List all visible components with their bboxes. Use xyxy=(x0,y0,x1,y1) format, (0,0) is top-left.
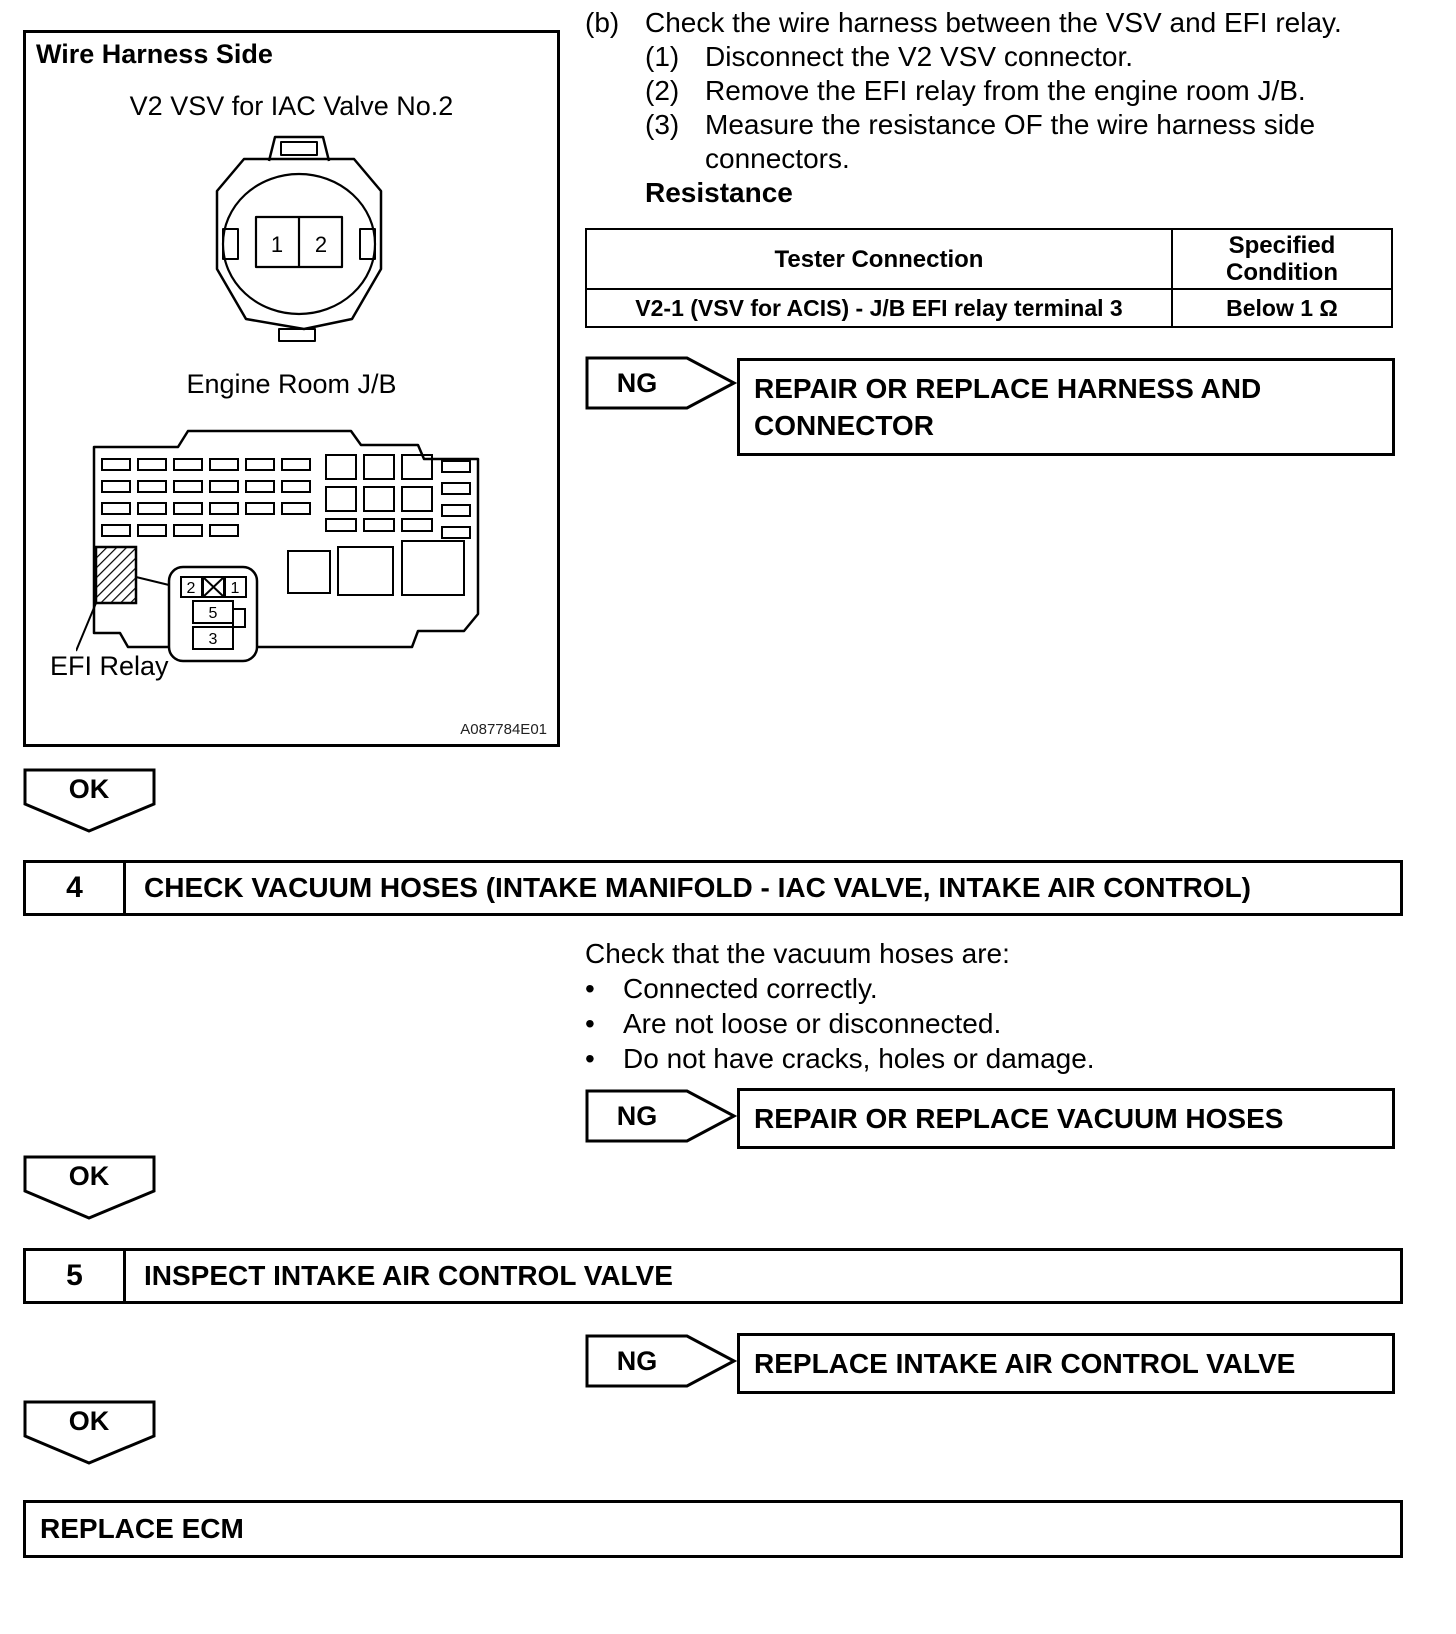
substep-text: Remove the EFI relay from the engine room J/B. xyxy=(705,75,1306,106)
bullet-marker: • xyxy=(585,1008,595,1039)
step-text: Check the wire harness between the VSV and EFI relay. xyxy=(645,7,1342,38)
resistance-table xyxy=(585,228,1393,328)
cell-tester-connection: V2-1 (VSV for ACIS) - J/B EFI relay terminal 3 xyxy=(586,289,1172,327)
junction-box-diagram xyxy=(76,419,496,669)
figure-code: A087784E01 xyxy=(460,721,547,738)
relay-pin-5-label: 5 xyxy=(208,605,218,622)
checklist-item-text: Are not loose or disconnected. xyxy=(623,1008,1002,1039)
step-4-title: CHECK VACUUM HOSES (INTAKE MANIFOLD - IAC VALVE, INTAKE AIR CONTROL) xyxy=(144,872,1251,903)
step-4-number: 4 xyxy=(26,863,126,913)
junction-box-outline xyxy=(94,431,478,647)
bullet-marker: • xyxy=(585,973,595,1004)
resistance-heading: Resistance xyxy=(645,177,793,208)
step-5-header xyxy=(23,1248,1403,1304)
checklist-item xyxy=(585,1006,1345,1041)
fuse-slot-grid xyxy=(102,455,470,595)
col-header-tester-connection: Tester Connection xyxy=(586,229,1172,289)
col-header-specified-condition: Specified Condition xyxy=(1172,229,1392,289)
checklist-item-text: Do not have cracks, holes or damage. xyxy=(623,1043,1095,1074)
connector-top-tab xyxy=(269,137,329,161)
cell-specified-condition: Below 1 Ω xyxy=(1172,289,1392,327)
ng-action-box-iac-valve: REPLACE INTAKE AIR CONTROL VALVE xyxy=(737,1333,1395,1394)
ok-label: OK xyxy=(68,774,110,804)
substep-number: (1) xyxy=(645,41,680,72)
relay-pin-1-label: 1 xyxy=(230,580,240,597)
ok-arrow-icon xyxy=(23,1155,157,1221)
ng-arrow-icon xyxy=(585,1088,737,1144)
junction-box-label: Engine Room J/B xyxy=(186,369,397,399)
table-row xyxy=(586,289,1392,327)
ok-label: OK xyxy=(68,1406,110,1436)
substep-number: (3) xyxy=(645,109,680,140)
replace-ecm-box: REPLACE ECM xyxy=(23,1500,1403,1558)
procedure-step-b xyxy=(585,6,1397,40)
substep-text: Disconnect the V2 VSV connector. xyxy=(705,41,1134,72)
efi-relay-hatch xyxy=(96,547,136,603)
ng-action-box-vacuum: REPAIR OR REPLACE VACUUM HOSES xyxy=(737,1088,1395,1149)
procedure-text xyxy=(585,6,1397,210)
checklist-intro: Check that the vacuum hoses are: xyxy=(585,938,1010,969)
efi-relay-pin-callout xyxy=(169,567,257,661)
ng-arrow-icon xyxy=(585,1333,737,1389)
vacuum-hose-checklist xyxy=(585,936,1345,1076)
relay-pin-3-label: 3 xyxy=(208,631,218,648)
substep-number: (2) xyxy=(645,75,680,106)
step-5-number: 5 xyxy=(26,1251,126,1301)
vsv-connector-label: V2 VSV for IAC Valve No.2 xyxy=(129,91,454,121)
substep-2 xyxy=(645,74,1397,108)
table-header-row xyxy=(586,229,1392,289)
ng-label: NG xyxy=(616,368,658,398)
vsv-connector-diagram xyxy=(184,129,404,359)
step-5-title: INSPECT INTAKE AIR CONTROL VALVE xyxy=(144,1260,673,1291)
ng-arrow-icon xyxy=(585,355,737,411)
checklist-item-text: Connected correctly. xyxy=(623,973,878,1004)
terminal-2-label: 2 xyxy=(314,232,328,257)
efi-relay-label: EFI Relay xyxy=(50,651,169,681)
ok-arrow-icon xyxy=(23,768,157,834)
step-letter: (b) xyxy=(585,7,620,38)
relay-pin-2-label: 2 xyxy=(186,580,196,597)
wire-harness-panel xyxy=(23,30,560,747)
bullet-marker: • xyxy=(585,1043,595,1074)
step-4-header xyxy=(23,860,1403,916)
substep-text: Measure the resistance OF the wire harness side connectors. xyxy=(705,109,1316,174)
ng-label: NG xyxy=(616,1346,658,1376)
terminal-1-label: 1 xyxy=(270,232,284,257)
substep-1 xyxy=(645,40,1397,74)
panel-title: Wire Harness Side xyxy=(36,39,273,69)
ok-label: OK xyxy=(68,1161,110,1191)
ok-arrow-icon xyxy=(23,1400,157,1466)
ng-label: NG xyxy=(616,1101,658,1131)
checklist-item xyxy=(585,971,1345,1006)
checklist-item xyxy=(585,1041,1345,1076)
substep-3 xyxy=(645,108,1397,176)
ng-action-box-harness: REPAIR OR REPLACE HARNESS AND CONNECTOR xyxy=(737,358,1395,456)
